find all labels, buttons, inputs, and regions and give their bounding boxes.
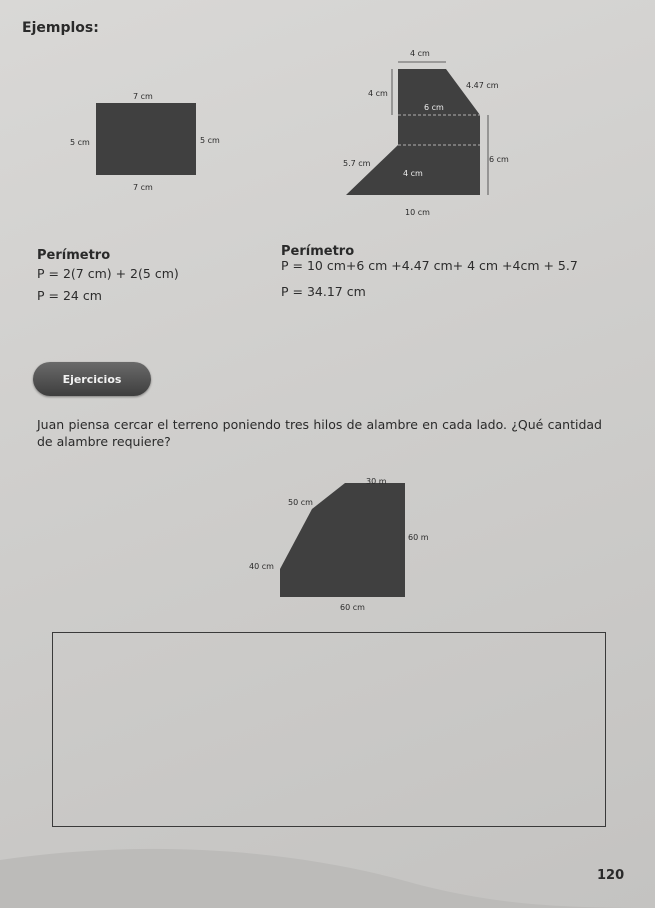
poly-diag-left-label: 5.7 cm [343, 159, 371, 168]
poly-inner-4-label: 4 cm [403, 169, 423, 178]
terrain-bottom-label: 60 cm [340, 603, 365, 612]
terrain-left-label: 40 cm [249, 562, 274, 571]
terrain-top-label: 30 m [366, 477, 387, 486]
exercises-badge: Ejercicios [33, 362, 151, 396]
page-number: 120 [597, 868, 625, 883]
poly-formula-line2: P = 34.17 cm [281, 284, 366, 299]
terrain-diag-label: 50 cm [288, 498, 313, 507]
poly-top-diag-label: 4.47 cm [466, 81, 499, 90]
problem-text: Juan piensa cercar el terreno poniendo tres hilos de alambre en cada lado. ¿Qué cantidad de alambre requiere? [37, 417, 602, 449]
rect-left-label: 5 cm [70, 138, 90, 147]
poly-formula-line1: P = 10 cm+6 cm +4.47 cm+ 4 cm +4cm + 5.7 [281, 258, 578, 273]
examples-heading: Ejemplos: [22, 20, 99, 36]
poly-bottom-label: 10 cm [405, 208, 430, 217]
rectangle-shape [96, 103, 196, 175]
poly-left-label: 4 cm [368, 89, 388, 98]
poly-right-label: 6 cm [489, 155, 509, 164]
rect-right-label: 5 cm [200, 136, 220, 145]
polygon-figure [330, 55, 500, 200]
rect-formula-line2: P = 24 cm [37, 288, 102, 303]
rect-formula-line1: P = 2(7 cm) + 2(5 cm) [37, 266, 179, 281]
rect-bottom-label: 7 cm [133, 183, 153, 192]
bottom-decoration [0, 830, 655, 908]
rect-top-label: 7 cm [133, 92, 153, 101]
terrain-figure [255, 475, 415, 605]
terrain-right-label: 60 m [408, 533, 429, 542]
poly-top-label: 4 cm [410, 49, 430, 58]
poly-perimeter-title: Perímetro [281, 244, 355, 259]
rect-perimeter-title: Perímetro [37, 248, 111, 263]
answer-box[interactable] [52, 632, 606, 827]
poly-inner-6-label: 6 cm [424, 103, 444, 112]
